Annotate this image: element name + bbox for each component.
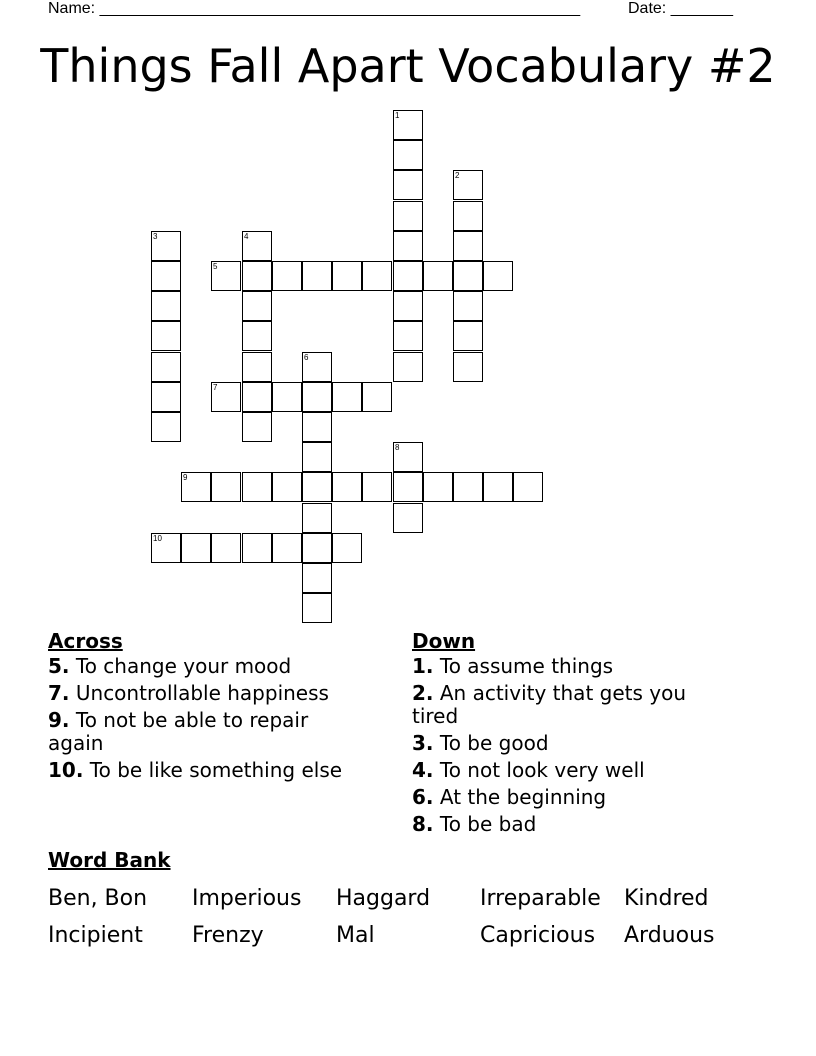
grid-cell[interactable] <box>393 201 423 231</box>
grid-cell[interactable] <box>302 412 332 442</box>
grid-cell[interactable] <box>242 472 272 502</box>
clue-number: 8 <box>395 443 400 452</box>
clue-across-5: 5. To change your mood <box>48 654 292 678</box>
clue-number: 10 <box>153 534 162 543</box>
word-bank-item: Imperious <box>192 886 302 911</box>
grid-cell[interactable] <box>151 321 181 351</box>
across-heading: Across <box>48 629 123 653</box>
grid-cell[interactable] <box>453 291 483 321</box>
down-clues <box>412 628 732 840</box>
grid-cell[interactable] <box>151 291 181 321</box>
grid-cell[interactable] <box>151 261 181 291</box>
word-bank-item: Capricious <box>480 923 596 948</box>
grid-cell[interactable] <box>393 352 423 382</box>
grid-cell[interactable] <box>181 533 211 563</box>
clue-down-3: 3. To be good <box>412 731 549 755</box>
grid-cell[interactable] <box>302 593 332 623</box>
clue-across-10: 10. To be like something else <box>48 758 343 782</box>
grid-cell[interactable] <box>453 352 483 382</box>
grid-cell[interactable] <box>211 261 241 291</box>
grid-cell[interactable] <box>393 503 423 533</box>
clue-number: 4 <box>244 232 249 241</box>
grid-cell[interactable] <box>211 533 241 563</box>
grid-cell[interactable] <box>332 261 362 291</box>
grid-cell[interactable] <box>242 412 272 442</box>
clue-number: 5 <box>213 262 218 271</box>
clue-number: 1 <box>395 111 400 120</box>
grid-cell[interactable] <box>302 563 332 593</box>
grid-cell[interactable] <box>393 472 423 502</box>
grid-cell[interactable] <box>242 291 272 321</box>
word-bank-item: Incipient <box>48 923 143 948</box>
grid-cell[interactable] <box>393 442 423 472</box>
grid-cell[interactable] <box>302 472 332 502</box>
word-bank <box>48 846 768 950</box>
grid-cell[interactable] <box>453 170 483 200</box>
word-bank-item: Ben, Bon <box>48 886 148 911</box>
grid-cell[interactable] <box>393 140 423 170</box>
grid-cell[interactable] <box>453 261 483 291</box>
grid-cell[interactable] <box>272 472 302 502</box>
grid-cell[interactable] <box>211 382 241 412</box>
clue-down-1: 1. To assume things <box>412 654 614 678</box>
clue-number: 9 <box>183 473 188 482</box>
clue-number: 2 <box>455 171 460 180</box>
grid-cell[interactable] <box>393 291 423 321</box>
grid-cell[interactable] <box>423 472 453 502</box>
grid-cell[interactable] <box>181 472 211 502</box>
word-bank-item: Arduous <box>624 923 715 948</box>
clue-across-9: 9. To not be able to repair again <box>48 708 309 755</box>
word-bank-item: Frenzy <box>192 923 264 948</box>
grid-cell[interactable] <box>393 170 423 200</box>
clue-down-6: 6. At the beginning <box>412 785 607 809</box>
clue-number: 7 <box>213 383 218 392</box>
word-bank-item: Mal <box>336 923 375 948</box>
grid-cell[interactable] <box>242 533 272 563</box>
grid-cell[interactable] <box>393 231 423 261</box>
grid-cell[interactable] <box>242 261 272 291</box>
puzzle-title: Things Fall Apart Vocabulary #2 <box>40 39 776 93</box>
grid-cell[interactable] <box>393 110 423 140</box>
word-bank-item: Irreparable <box>480 886 601 911</box>
grid-cell[interactable] <box>393 321 423 351</box>
grid-cell[interactable] <box>513 472 543 502</box>
grid-cell[interactable] <box>423 261 453 291</box>
grid-cell[interactable] <box>332 472 362 502</box>
clue-down-8: 8. To be bad <box>412 812 537 836</box>
clue-down-2: 2. An activity that gets you tired <box>412 681 687 728</box>
grid-cell[interactable] <box>151 412 181 442</box>
grid-cell[interactable] <box>211 472 241 502</box>
grid-cell[interactable] <box>362 382 392 412</box>
grid-cell[interactable] <box>242 382 272 412</box>
grid-cell[interactable] <box>302 442 332 472</box>
grid-cell[interactable] <box>302 352 332 382</box>
grid-cell[interactable] <box>362 472 392 502</box>
grid-cell[interactable] <box>242 231 272 261</box>
grid-cell[interactable] <box>272 261 302 291</box>
name-line: Name: ______________________________________________________ <box>48 0 581 17</box>
grid-cell[interactable] <box>151 382 181 412</box>
grid-cell[interactable] <box>453 231 483 261</box>
grid-cell[interactable] <box>453 201 483 231</box>
word-bank-item: Haggard <box>336 886 431 911</box>
grid-cell[interactable] <box>453 472 483 502</box>
grid-cell[interactable] <box>483 261 513 291</box>
across-clues <box>48 628 368 786</box>
word-bank-list <box>48 884 768 950</box>
grid-cell[interactable] <box>302 503 332 533</box>
down-heading: Down <box>412 629 476 653</box>
grid-cell[interactable] <box>151 352 181 382</box>
date-line: Date: _______ <box>628 0 733 17</box>
grid-cell[interactable] <box>332 382 362 412</box>
grid-cell[interactable] <box>272 382 302 412</box>
grid-cell[interactable] <box>453 321 483 351</box>
word-bank-heading: Word Bank <box>48 848 171 872</box>
grid-cell[interactable] <box>302 261 332 291</box>
grid-cell[interactable] <box>151 533 181 563</box>
grid-cell[interactable] <box>332 533 362 563</box>
grid-cell[interactable] <box>272 533 302 563</box>
grid-cell[interactable] <box>242 321 272 351</box>
grid-cell[interactable] <box>242 352 272 382</box>
grid-cell[interactable] <box>302 533 332 563</box>
grid-cell[interactable] <box>362 261 392 291</box>
grid-cell[interactable] <box>483 472 513 502</box>
word-bank-item: Kindred <box>624 886 709 911</box>
grid-cell[interactable] <box>302 382 332 412</box>
clue-down-4: 4. To not look very well <box>412 758 645 782</box>
clue-number: 6 <box>304 353 309 362</box>
grid-cell[interactable] <box>151 231 181 261</box>
clue-number: 3 <box>153 232 158 241</box>
clue-across-7: 7. Uncontrollable happiness <box>48 681 329 705</box>
grid-cell[interactable] <box>393 261 423 291</box>
